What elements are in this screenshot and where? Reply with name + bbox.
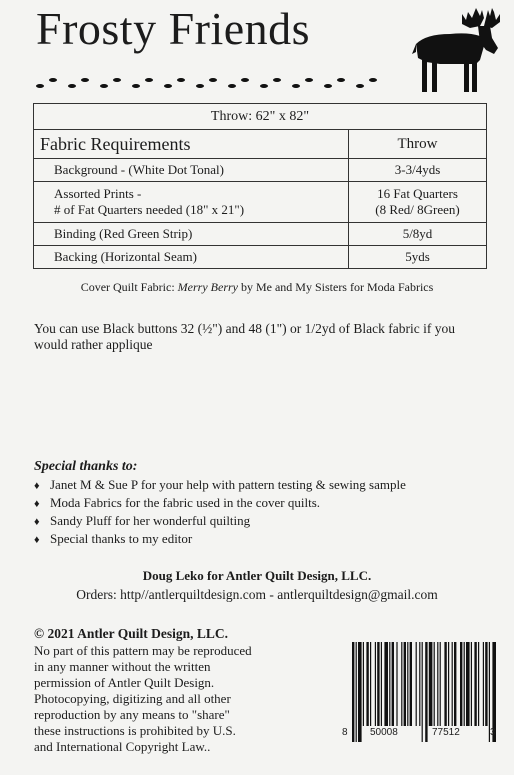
row-qty xyxy=(349,182,487,223)
copyright-heading: © 2021 Antler Quilt Design, LLC. xyxy=(34,626,228,641)
table-row xyxy=(34,246,487,269)
thanks-heading: Special thanks to: xyxy=(34,459,138,474)
thanks-text: Janet M & Sue P for your help with pattern testing & sewing sample xyxy=(50,477,406,492)
barcode-bar xyxy=(352,642,354,742)
list-item xyxy=(34,476,406,494)
copyright-text xyxy=(34,643,304,755)
barcode-bar xyxy=(396,642,397,726)
row-item: Backing (Horizontal Seam) xyxy=(34,246,349,269)
copyright-line: these instructions is prohibited by U.S. xyxy=(34,723,236,738)
row-item-line: Assorted Prints - xyxy=(54,186,142,201)
list-item xyxy=(34,512,406,530)
throw-size: Throw: 62" x 82" xyxy=(34,104,487,130)
copyright-line: permission of Antler Quilt Design. xyxy=(34,675,215,690)
barcode-bar xyxy=(429,642,433,726)
barcode-bar xyxy=(392,642,394,726)
barcode-digit-group: 50008 xyxy=(370,727,398,738)
barcode-bar xyxy=(483,642,484,726)
barcode-bar xyxy=(401,642,402,726)
row-item: Binding (Red Green Strip) xyxy=(34,223,349,246)
barcode-bar xyxy=(366,642,368,726)
row-item: Background - (White Dot Tonal) xyxy=(34,159,349,182)
fabric-requirements-heading: Fabric Requirements xyxy=(34,130,349,159)
barcode-digit-group: 77512 xyxy=(432,727,460,738)
barcode-bar xyxy=(356,642,357,742)
buttons-note: You can use Black buttons 32 (½") and 48 (1") or 1/2yd of Black fabric if you would rather applique xyxy=(34,321,455,352)
mitten-bullet-icon: ♦ xyxy=(34,480,40,492)
barcode-bar xyxy=(425,642,427,742)
list-item xyxy=(34,530,406,548)
moose-silhouette-icon xyxy=(406,4,502,96)
thanks-text: Moda Fabrics for the fabric used in the cover quilts. xyxy=(50,495,321,510)
barcode-bar xyxy=(416,642,417,726)
row-qty-line: (8 Red/ 8Green) xyxy=(375,202,460,217)
table-row xyxy=(34,159,487,182)
barcode-bar xyxy=(389,642,390,726)
row-qty: 5/8yd xyxy=(349,223,487,246)
barcode-bar xyxy=(460,642,462,726)
cover-fabric-name: Merry Berry xyxy=(177,280,238,294)
mitten-bullet-icon: ♦ xyxy=(34,498,40,510)
barcode-digit-group: 8 xyxy=(342,727,348,738)
barcode-bar xyxy=(464,642,465,726)
table-row xyxy=(34,223,487,246)
barcode-bar xyxy=(363,642,364,726)
throw-size-row xyxy=(34,104,487,130)
barcode-bar xyxy=(448,642,449,726)
barcode-bar xyxy=(381,642,382,726)
barcode-bar xyxy=(370,642,371,726)
barcode-bar xyxy=(404,642,406,726)
thanks-list xyxy=(34,476,406,548)
thanks-text: Special thanks to my editor xyxy=(50,531,193,546)
row-qty: 3-3/4yds xyxy=(349,159,487,182)
row-qty: 5yds xyxy=(349,246,487,269)
barcode-bar xyxy=(466,642,470,726)
copyright-line: and International Copyright Law.. xyxy=(34,739,211,754)
barcode-bar xyxy=(444,642,446,726)
barcode-bar xyxy=(434,642,435,726)
cover-fabric-note xyxy=(0,280,514,295)
barcode-bar xyxy=(407,642,408,726)
row-item-line: # of Fat Quarters needed (18" x 21") xyxy=(54,202,245,217)
barcode-digit-group: 3 xyxy=(490,727,496,738)
row-item xyxy=(34,182,349,223)
table-row xyxy=(34,182,487,223)
fabric-requirements-table xyxy=(33,103,487,269)
barcode-bar xyxy=(454,642,456,726)
mitten-bullet-icon: ♦ xyxy=(34,516,40,528)
page-title: Frosty Friends xyxy=(36,3,311,54)
cover-prefix: Cover Quilt Fabric: xyxy=(80,280,178,294)
author-line: Doug Leko for Antler Quilt Design, LLC. xyxy=(142,568,372,583)
barcode-bar xyxy=(377,642,379,726)
copyright-line: Photocopying, digitizing and all other xyxy=(34,691,231,706)
thanks-text: Sandy Pluff for her wonderful quilting xyxy=(50,513,251,528)
barcode-bar xyxy=(422,642,423,742)
copyright-line: No part of this pattern may be reproduced xyxy=(34,643,252,658)
barcode-bar xyxy=(471,642,472,726)
barcode-bar xyxy=(478,642,479,726)
barcode-bar xyxy=(410,642,412,726)
table-header-row xyxy=(34,130,487,159)
mitten-bullet-icon: ♦ xyxy=(34,534,40,546)
throw-column-heading: Throw xyxy=(349,130,487,159)
barcode-bar xyxy=(437,642,438,726)
footprint-tracks-icon xyxy=(34,70,384,94)
list-item xyxy=(34,494,406,512)
barcode-bar xyxy=(419,642,420,726)
barcode-bar xyxy=(452,642,453,726)
cover-suffix: by Me and My Sisters for Moda Fabrics xyxy=(237,280,434,294)
barcode-bar xyxy=(375,642,376,726)
barcode-bar xyxy=(358,642,362,742)
row-qty-line: 16 Fat Quarters xyxy=(377,186,458,201)
barcode-bar xyxy=(384,642,388,726)
barcode-bar xyxy=(474,642,476,726)
orders-line: Orders: http//antlerquiltdesign.com - antlerquiltdesign@gmail.com xyxy=(76,587,438,602)
barcode-bar xyxy=(440,642,441,726)
copyright-line: in any manner without the written xyxy=(34,659,211,674)
barcode-bar xyxy=(485,642,487,726)
copyright-line: reproduction by any means to "share" xyxy=(34,707,230,722)
